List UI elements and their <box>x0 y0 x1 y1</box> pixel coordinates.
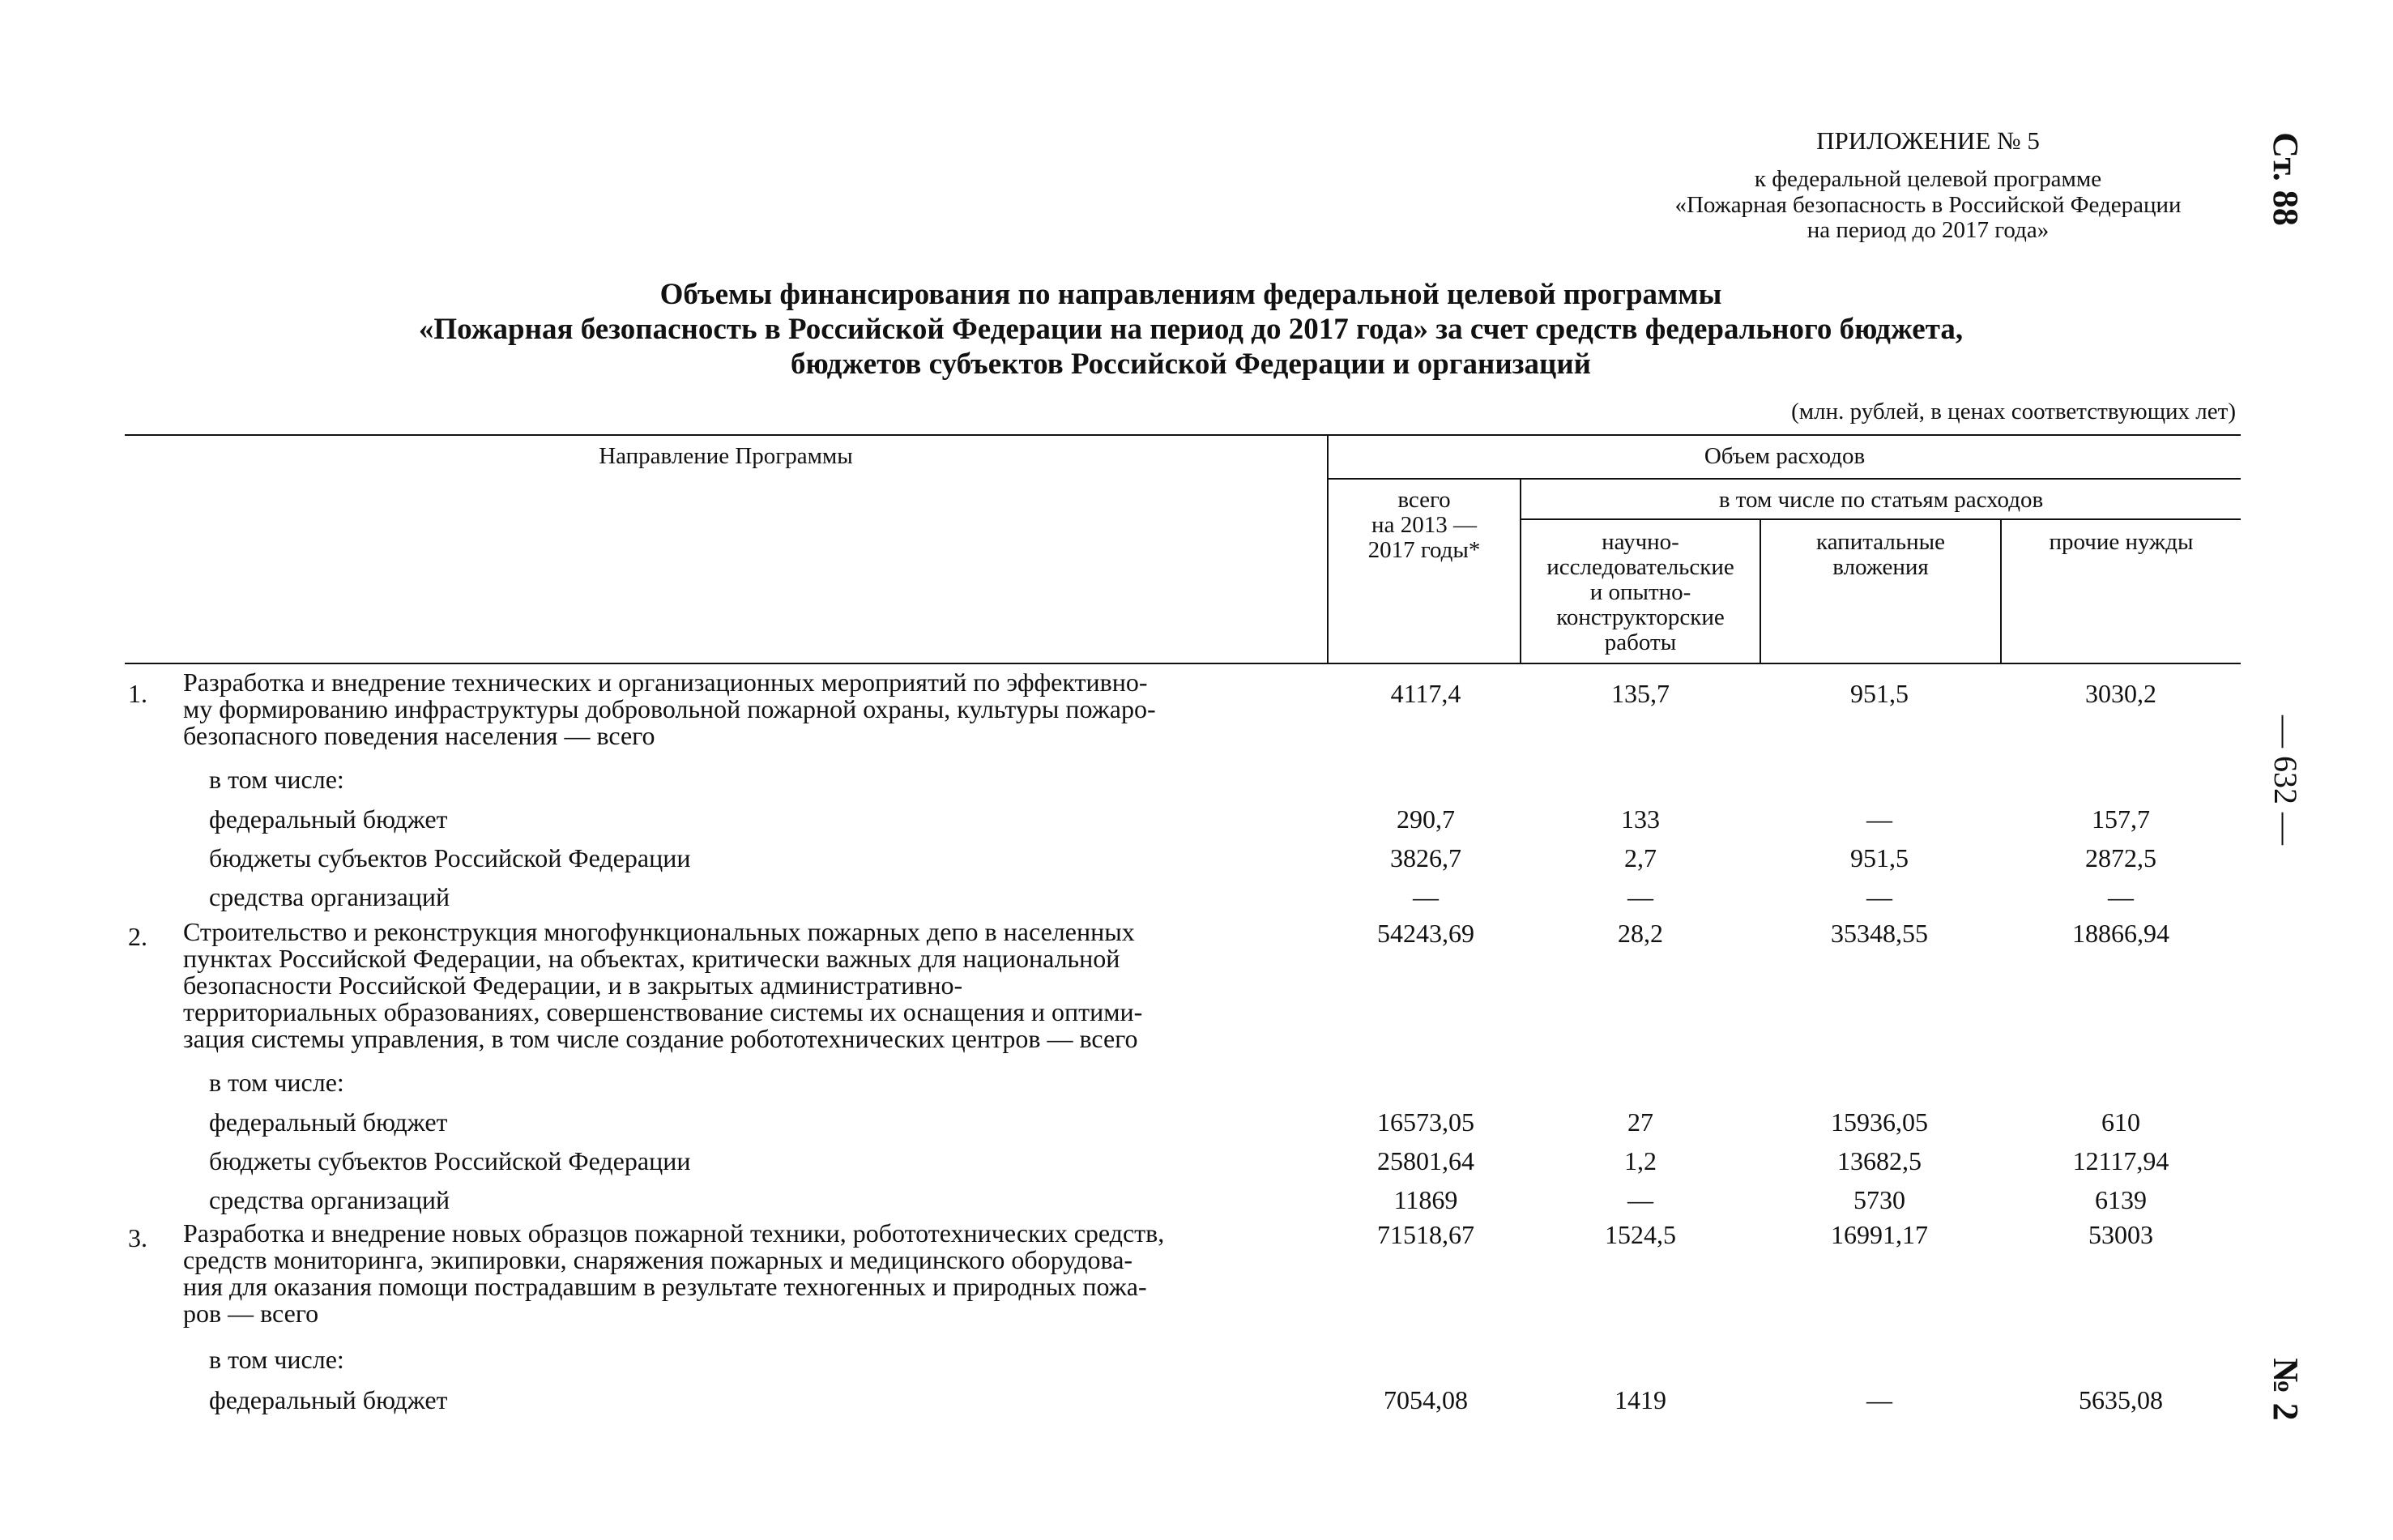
value-rnd: — <box>1627 1185 1653 1214</box>
value-total: 54243,69 <box>1377 919 1474 948</box>
row-description <box>183 919 1325 1052</box>
row-description-line: му формированию инфраструктуры добровольной пожарной охраны, культуры пожаро- <box>183 694 1156 723</box>
value-other: 5635,08 <box>2079 1385 2163 1414</box>
table-header-bottom-rule <box>125 663 2241 664</box>
document-title-line: Объемы финансирования по направлениям федеральной целевой программы <box>659 278 1722 311</box>
value-other: 3030,2 <box>2085 679 2156 708</box>
sub-row-label: средства организаций <box>209 882 450 911</box>
header-rnd <box>1521 530 1760 655</box>
value-rnd: 28,2 <box>1618 919 1663 948</box>
value-total: 7054,08 <box>1384 1385 1468 1414</box>
value-capital: 15936,05 <box>1831 1107 1928 1137</box>
table-header-rule <box>1329 478 2241 480</box>
row-description-line: территориальных образованиях, совершенствование системы их оснащения и оптими- <box>183 997 1143 1026</box>
value-other: 53003 <box>2088 1220 2153 1249</box>
value-rnd: 27 <box>1627 1107 1653 1137</box>
row-description-line: средств мониторинга, экипировки, снаряжения пожарных и медицинского оборудова- <box>183 1245 1133 1274</box>
including-label: в том числе: <box>209 765 344 794</box>
header-volume: Объем расходов <box>1704 443 1866 469</box>
row-description-line: Разработка и внедрение новых образцов пожарной техники, робототехнических средств, <box>183 1218 1165 1248</box>
row-description-line: Строительство и реконструкция многофункциональных пожарных депо в населенных <box>183 917 1135 946</box>
value-rnd: 135,7 <box>1611 679 1670 708</box>
units-note: (млн. рублей, в ценах соответствующих лет) <box>1791 399 2236 424</box>
value-capital: — <box>1866 882 1892 911</box>
value-total: 290,7 <box>1397 804 1455 834</box>
header-rnd-line: конструкторские <box>1556 604 1725 630</box>
value-other: 12117,94 <box>2072 1146 2169 1175</box>
header-by-articles: в том числе по статьям расходов <box>1718 487 2044 513</box>
value-capital: 16991,17 <box>1831 1220 1928 1249</box>
value-rnd: 1419 <box>1615 1385 1666 1414</box>
table-header-rule <box>1521 518 2241 520</box>
appendix-label: ПРИЛОЖЕНИЕ № 5 <box>1816 126 2040 155</box>
row-number: 1. <box>128 679 147 708</box>
row-description-line: безопасности Российской Федерации, и в закрытых административно- <box>183 970 963 1000</box>
margin-page-number: — 632 — <box>2267 715 2304 845</box>
value-rnd: 1,2 <box>1624 1146 1657 1175</box>
value-total: — <box>1413 882 1439 911</box>
header-capital <box>1761 530 2000 580</box>
value-total: 11869 <box>1393 1185 1458 1214</box>
row-description-line: пунктах Российской Федерации, на объектах, критически важных для национальной <box>183 944 1120 973</box>
value-other: 610 <box>2101 1107 2140 1137</box>
document-title-line: бюджетов субъектов Российской Федерации и организаций <box>791 348 1591 381</box>
value-capital: 13682,5 <box>1837 1146 1922 1175</box>
appendix-line: «Пожарная безопасность в Российской Федерации <box>1674 192 2182 218</box>
header-total-line: всего <box>1397 487 1451 513</box>
value-rnd: 2,7 <box>1624 843 1657 872</box>
sub-row-label: бюджеты субъектов Российской Федерации <box>209 843 691 872</box>
header-direction: Направление Программы <box>599 443 853 469</box>
row-description <box>183 1220 1325 1327</box>
value-capital: 35348,55 <box>1831 919 1928 948</box>
value-capital: — <box>1866 804 1892 834</box>
row-description-line: безопасного поведения населения — всего <box>183 721 655 750</box>
header-capital-line: вложения <box>1832 554 1929 580</box>
header-total-line: на 2013 — <box>1371 512 1477 538</box>
value-other: 2872,5 <box>2085 843 2156 872</box>
value-other: 6139 <box>2095 1185 2147 1214</box>
header-capital-line: капитальные <box>1816 529 1945 555</box>
header-total-line: 2017 годы* <box>1367 537 1481 563</box>
including-label: в том числе: <box>209 1345 344 1374</box>
appendix-line: к федеральной целевой программе <box>1754 166 2102 192</box>
sub-row-label: бюджеты субъектов Российской Федерации <box>209 1146 691 1175</box>
row-description-line: ров — всего <box>183 1299 319 1328</box>
value-rnd: 133 <box>1621 804 1660 834</box>
value-total: 3826,7 <box>1390 843 1461 872</box>
value-other: 18866,94 <box>2072 919 2169 948</box>
document-title-line: «Пожарная безопасность в Российской Федерации на период до 2017 года» за счет средств федерального бюджета, <box>418 313 1964 346</box>
value-other: — <box>2108 882 2134 911</box>
header-total <box>1329 488 1520 563</box>
sub-row-label: федеральный бюджет <box>209 804 448 834</box>
header-rnd-line: и опытно- <box>1589 579 1691 605</box>
header-rnd-line: работы <box>1604 629 1677 655</box>
header-other: прочие нужды <box>2049 529 2194 555</box>
value-capital: 5730 <box>1853 1185 1905 1214</box>
row-number: 2. <box>128 922 147 951</box>
sub-row-label: средства организаций <box>209 1185 450 1214</box>
row-description-line: зация системы управления, в том числе создание робототехнических центров — всего <box>183 1024 1138 1053</box>
row-description-line: Разработка и внедрение технических и организационных мероприятий по эффективно- <box>183 668 1148 697</box>
value-other: 157,7 <box>2092 804 2150 834</box>
header-rnd-line: исследовательские <box>1546 554 1734 580</box>
sub-row-label: федеральный бюджет <box>209 1385 448 1414</box>
value-total: 25801,64 <box>1377 1146 1474 1175</box>
row-description-line: ния для оказания помощи пострадавшим в результате техногенных и природных пожа- <box>183 1272 1147 1301</box>
including-label: в том числе: <box>209 1068 344 1097</box>
value-capital: 951,5 <box>1850 679 1909 708</box>
value-total: 16573,05 <box>1377 1107 1474 1137</box>
margin-issue-number: № 2 <box>2266 1358 2306 1421</box>
value-total: 71518,67 <box>1377 1220 1474 1249</box>
appendix-line: на период до 2017 года» <box>1806 217 2050 243</box>
value-rnd: 1524,5 <box>1605 1220 1676 1249</box>
table-top-rule <box>125 434 2241 436</box>
value-capital: — <box>1866 1385 1892 1414</box>
margin-article-number: Ст. 88 <box>2266 132 2306 226</box>
value-rnd: — <box>1627 882 1653 911</box>
row-number: 3. <box>128 1223 147 1252</box>
row-description <box>183 669 1325 749</box>
value-capital: 951,5 <box>1850 843 1909 872</box>
sub-row-label: федеральный бюджет <box>209 1107 448 1137</box>
value-total: 4117,4 <box>1390 679 1461 708</box>
header-rnd-line: научно- <box>1602 529 1679 555</box>
